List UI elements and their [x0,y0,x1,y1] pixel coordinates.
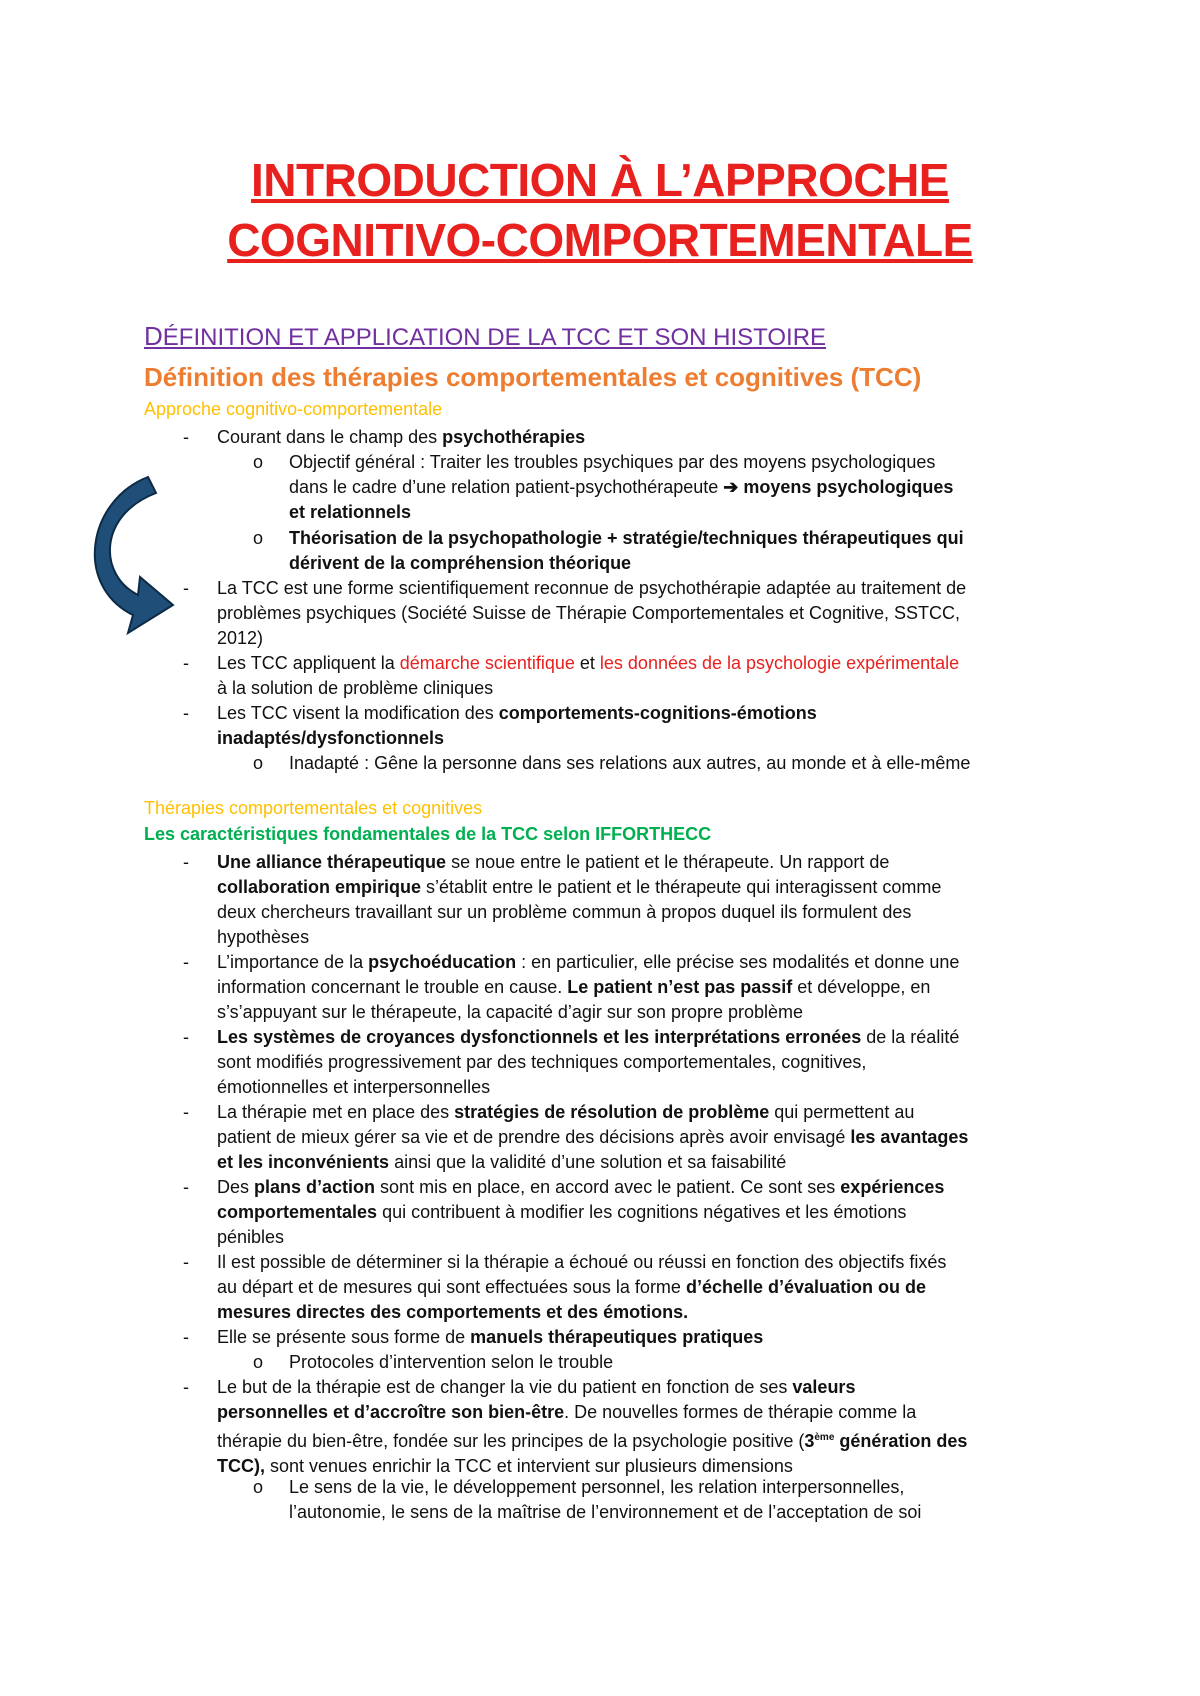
text-line: Il est possible de déterminer si la thérapie a échoué ou réussi en fonction des objectifs fixés [217,1252,947,1272]
dash-bullet: - [183,1177,189,1197]
bold-run: 3 [804,1431,815,1451]
text-run: La thérapie met en place des [217,1102,455,1122]
circle-bullet: o [253,452,264,472]
list-item [217,701,817,751]
subsection-heading: Définition des thérapies comportementales et cognitives (TCC) [144,362,922,392]
dash-bullet: - [183,427,189,447]
text-line: problèmes psychiques (Société Suisse de Thérapie Comportementales et Cognitive, SSTCC, [217,603,961,623]
right-arrow-icon: ➔ [723,477,739,497]
approach-heading: Approche cognitivo-comportementale [144,399,443,419]
text-run: au départ et de mesures qui sont effectuées sous la forme [217,1277,686,1297]
highlight-run: les données de la psychologie expérimentale [599,653,960,673]
circle-bullet: o [253,753,264,773]
text-run: thérapie du bien-être, fondée sur les principes de la psychologie positive ( [217,1431,805,1451]
dash-bullet: - [183,653,189,673]
list-item [217,425,585,450]
bold-line: inadaptés/dysfonctionnels [217,728,445,748]
list-item [217,1025,959,1100]
section-heading-initial: D [144,321,163,351]
text-run: ainsi que la validité d’une solution et sa faisabilité [389,1152,787,1172]
list-subitem [289,450,953,525]
text-run: et développe, en [792,977,931,997]
text-run: : en particulier, elle précise ses modalités et donne une [516,952,960,972]
text-line: l’autonomie, le sens de la maîtrise de l’environnement et de l’acceptation de soi [289,1502,922,1522]
text-run: Les TCC visent la modification des [217,703,499,723]
bold-run: et les inconvénients [217,1152,390,1172]
text-run: . De nouvelles formes de thérapie comme la [564,1402,917,1422]
circle-bullet: o [253,1477,264,1497]
list-item [217,1250,946,1325]
section-heading [144,321,826,353]
bold-run: Les systèmes de croyances dysfonctionnels et les interprétations erronées [217,1027,862,1047]
list-subitem: Inadapté : Gêne la personne dans ses relations aux autres, au monde et à elle-même [289,753,971,773]
text-run: Le but de la thérapie est de changer la vie du patient en fonction de ses [217,1377,793,1397]
bold-run: d’échelle d’évaluation ou de [685,1277,927,1297]
list-subitem: Protocoles d’intervention selon le trouble [289,1352,614,1372]
text-line: deux chercheurs travaillant sur un problème commun à propos duquel ils formulent des [217,902,912,922]
dash-bullet: - [183,1327,189,1347]
bold-run: stratégies de résolution de problème [454,1102,770,1122]
text-run: sont mis en place, en accord avec le patient. Ce sont ses [375,1177,841,1197]
text-run: Des [217,1177,255,1197]
text-line: émotionnelles et interpersonnelles [217,1077,491,1097]
text-line: 2012) [217,628,264,648]
dash-bullet: - [183,1102,189,1122]
highlight-run: démarche scientifique [399,653,575,673]
dash-bullet: - [183,1027,189,1047]
text-run: de la réalité [861,1027,960,1047]
bold-run: psychothérapies [442,427,586,447]
text-line: hypothèses [217,927,310,947]
curved-arrow-icon [78,475,188,645]
dash-bullet: - [183,703,189,723]
bold-run: génération des [834,1431,968,1451]
text-run: Les TCC appliquent la [217,653,400,673]
bold-run: personnelles et d’accroître son bien-être [217,1402,565,1422]
bold-line: et relationnels [289,502,412,522]
bold-run: comportementales [217,1202,378,1222]
bold-run: moyens psychologiques [738,477,954,497]
text-line: La TCC est une forme scientifiquement reconnue de psychothérapie adaptée au traitement de [217,578,967,598]
text-line: à la solution de problème cliniques [217,678,494,698]
list-item [217,651,959,701]
text-run: Elle se présente sous forme de [217,1327,471,1347]
list-item [217,850,941,950]
text-line: Objectif général : Traiter les troubles psychiques par des moyens psychologiques [289,452,936,472]
list-item [217,950,959,1025]
list-subitem [289,1475,921,1525]
bold-line: mesures directes des comportements et des émotions. [217,1302,689,1322]
circle-bullet: o [253,528,264,548]
bold-run: comportements-cognitions-émotions [498,703,817,723]
list-item [217,1100,968,1175]
text-line: sont modifiés progressivement par des techniques comportementales, cognitives, [217,1052,867,1072]
bold-line: dérivent de la compréhension théorique [289,553,632,573]
text-run: se noue entre le patient et le thérapeute. Un rapport de [446,852,890,872]
bold-run: expériences [840,1177,945,1197]
section-heading-rest: ÉFINITION ET APPLICATION DE LA TCC ET SON HISTOIRE [162,324,827,351]
list-item [217,1375,967,1479]
text-run: dans le cadre d’une relation patient-psychothérapeute [289,477,724,497]
dash-bullet: - [183,1252,189,1272]
text-run: Courant dans le champ des [217,427,443,447]
therapies-heading: Thérapies comportementales et cognitives [144,798,483,818]
text-run: patient de mieux gérer sa vie et de prendre des décisions après avoir envisagé [217,1127,851,1147]
bold-run: psychoéducation [368,952,517,972]
bold-line: Théorisation de la psychopathologie + stratégie/techniques thérapeutiques qui [289,528,964,548]
text-run: information concernant le trouble en cause. [217,977,568,997]
dash-bullet: - [183,578,189,598]
text-run: L’importance de la [217,952,369,972]
list-item [217,1175,944,1250]
bold-run: Le patient n’est pas passif [567,977,793,997]
bold-run: Une alliance thérapeutique [217,852,447,872]
bold-run: manuels thérapeutiques pratiques [470,1327,764,1347]
text-run: s’établit entre le patient et le thérapeute qui interagissent comme [421,877,942,897]
text-line: pénibles [217,1227,285,1247]
list-subitem [289,526,964,576]
features-heading: Les caractéristiques fondamentales de la TCC selon IFFORTHECC [144,824,712,844]
list-item [217,576,966,651]
text-line: Le sens de la vie, le développement personnel, les relation interpersonnelles, [289,1477,905,1497]
text-run: qui permettent au [769,1102,915,1122]
text-run: et [574,653,600,673]
bold-run: TCC), [217,1456,265,1476]
text-run: sont venues enrichir la TCC et intervient sur plusieurs dimensions [265,1456,793,1476]
circle-bullet: o [253,1352,264,1372]
bold-run: plans d’action [254,1177,376,1197]
document-title-line2: COGNITIVO-COMPORTEMENTALE [227,214,973,266]
bold-run: valeurs [792,1377,856,1397]
bold-run: les avantages [850,1127,969,1147]
document-title-line1: INTRODUCTION À L’APPROCHE [251,154,949,206]
text-run: qui contribuent à modifier les cognitions négatives et les émotions [377,1202,907,1222]
dash-bullet: - [183,952,189,972]
list-item [217,1325,763,1350]
dash-bullet: - [183,852,189,872]
bold-run: collaboration empirique [217,877,422,897]
text-line: s’s’appuyant sur le thérapeute, la capacité d’agir sur son propre problème [217,1002,804,1022]
dash-bullet: - [183,1377,189,1397]
superscript: ème [814,1432,835,1443]
